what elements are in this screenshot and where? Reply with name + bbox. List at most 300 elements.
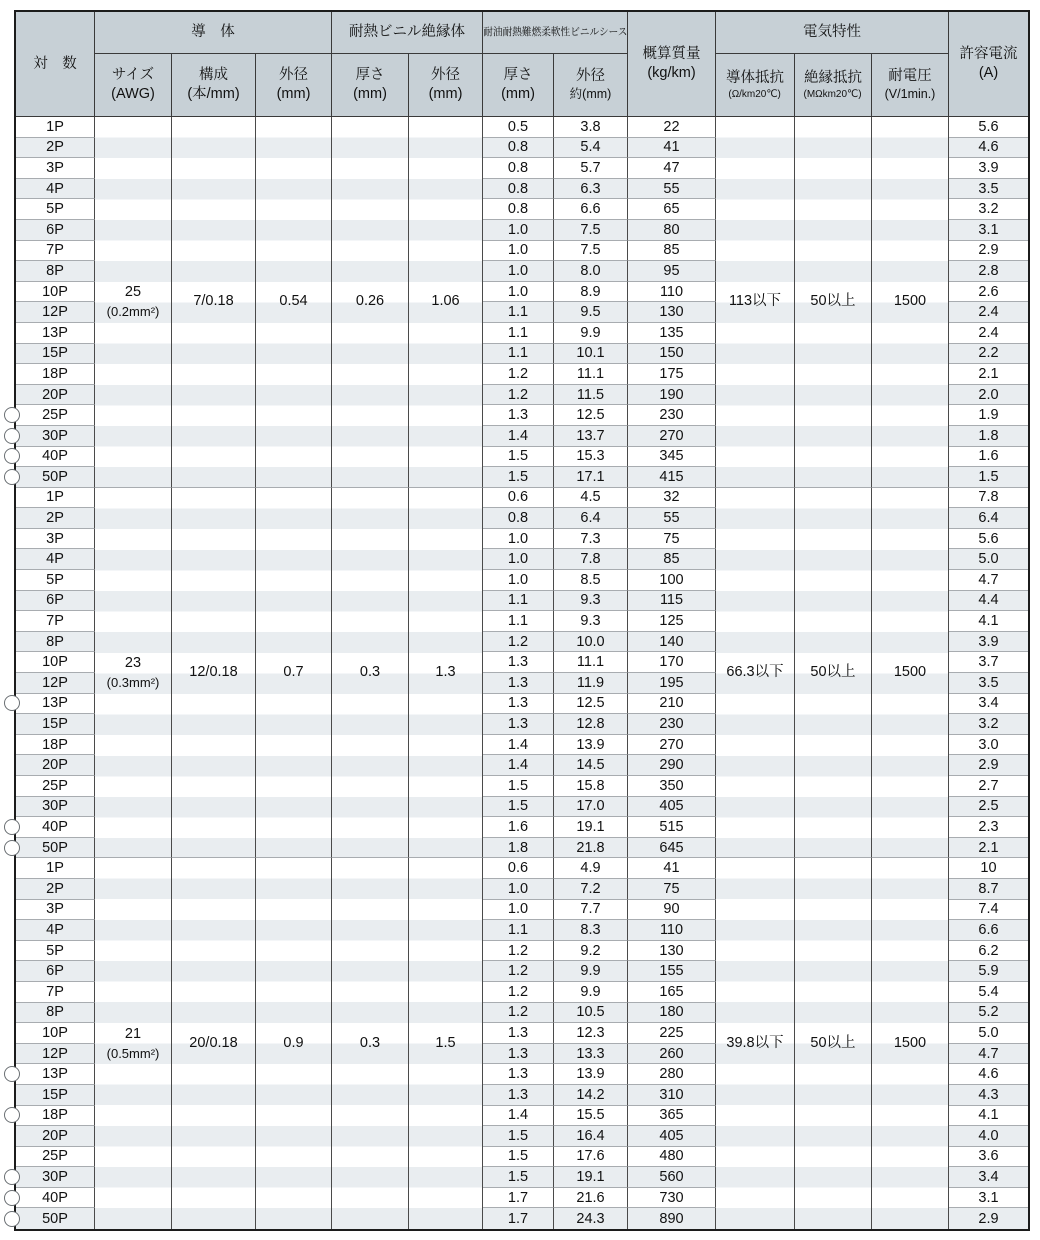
sheath-thickness-cell [483, 570, 554, 591]
cell-text: 365 [659, 1107, 684, 1124]
conductor-resistance-cell [716, 488, 795, 859]
weight-cell [628, 302, 716, 323]
cell-text: 13P [42, 695, 68, 712]
cell-text: 4.9 [580, 860, 601, 877]
cell-text: 1.0 [507, 901, 529, 918]
sheath-thickness-cell [483, 447, 554, 468]
current-cell [949, 199, 1028, 220]
pair-count-cell [16, 838, 95, 859]
sheath-thickness-cell [483, 673, 554, 694]
cell-text: 1.4 [507, 757, 529, 774]
pair-count-cell [16, 447, 95, 468]
cell-text: 13.3 [576, 1045, 605, 1062]
conductor-size-cell [95, 488, 172, 859]
current-cell [949, 323, 1028, 344]
cell-text: 1500 [893, 1034, 927, 1051]
cell-text: 7.4 [978, 901, 999, 918]
sheath-thickness-cell [483, 1188, 554, 1209]
current-cell [949, 755, 1028, 776]
cell-text: 8.3 [580, 921, 601, 938]
cell-text: 260 [659, 1045, 684, 1062]
cell-text: 1500 [893, 293, 927, 310]
cell-text: 23 [124, 654, 142, 671]
sheath-thickness-cell [483, 282, 554, 303]
cell-text: 21 [124, 1026, 142, 1043]
cell-text: 95 [663, 262, 680, 279]
sheath-od-cell [554, 1023, 628, 1044]
cell-text: 170 [659, 654, 684, 671]
cell-text: 6P [46, 221, 64, 238]
pair-count-cell [16, 570, 95, 591]
cell-text: 1.4 [507, 736, 529, 753]
current-cell [949, 282, 1028, 303]
cell-text: 6.4 [580, 510, 601, 527]
current-cell [949, 1106, 1028, 1127]
sheath-od-cell [554, 1208, 628, 1229]
sheath-thickness-cell [483, 261, 554, 282]
col-header-withstand-voltage [872, 54, 949, 117]
weight-cell [628, 900, 716, 921]
cell-text: 41 [663, 860, 680, 877]
sheath-od-cell [554, 1106, 628, 1127]
cell-text: 1.2 [507, 983, 529, 1000]
cell-text: 405 [659, 798, 684, 815]
sheath-od-cell [554, 900, 628, 921]
cell-text: 1.7 [507, 1210, 529, 1227]
cell-text: 4P [46, 180, 64, 197]
current-cell [949, 920, 1028, 941]
cell-text: 3P [46, 901, 64, 918]
pair-count-cell [16, 941, 95, 962]
cell-text: 350 [659, 777, 684, 794]
cell-text: 13P [42, 324, 68, 341]
conductor-construction-cell [172, 858, 256, 1229]
current-cell [949, 838, 1028, 859]
conductor-od-cell [256, 117, 332, 488]
cell-text: 130 [659, 304, 684, 321]
cell-text: 5P [46, 942, 64, 959]
weight-cell [628, 261, 716, 282]
current-cell [949, 961, 1028, 982]
cell-text: 1P [46, 118, 64, 135]
current-cell [949, 817, 1028, 838]
current-cell [949, 549, 1028, 570]
cell-text: 6.4 [978, 510, 999, 527]
cell-text: 515 [659, 818, 684, 835]
current-cell [949, 426, 1028, 447]
cell-text: 4.0 [978, 1127, 999, 1144]
cell-text: 1.5 [507, 448, 529, 465]
header-label: 厚さ [355, 67, 385, 84]
current-cell [949, 1188, 1028, 1209]
cell-text: 1.3 [507, 716, 529, 733]
weight-cell [628, 385, 716, 406]
cell-text: 4.7 [978, 1045, 999, 1062]
current-cell [949, 714, 1028, 735]
sheath-thickness-cell [483, 817, 554, 838]
circle-mark [4, 1169, 20, 1185]
cell-text: 2.4 [978, 304, 999, 321]
sheath-od-cell [554, 920, 628, 941]
cell-text: 10.1 [576, 345, 605, 362]
current-cell [949, 364, 1028, 385]
weight-cell [628, 323, 716, 344]
pair-count-cell [16, 261, 95, 282]
sheath-thickness-cell [483, 1126, 554, 1147]
sheath-thickness-cell [483, 776, 554, 797]
pair-count-cell [16, 673, 95, 694]
insulation-od-cell [409, 858, 483, 1229]
header-unit: (AWG) [111, 86, 155, 102]
cell-text: 0.6 [507, 489, 529, 506]
cell-text: 5.7 [580, 159, 601, 176]
cell-text: 20P [42, 1127, 68, 1144]
current-cell [949, 570, 1028, 591]
pair-count-cell [16, 179, 95, 200]
cell-text: 7P [46, 242, 64, 259]
cell-text: 39.8以下 [726, 1034, 784, 1051]
cell-text: 5.0 [978, 1024, 999, 1041]
sheath-od-cell [554, 549, 628, 570]
sheath-od-cell [554, 179, 628, 200]
cell-text: 1.1 [507, 345, 529, 362]
cell-text: 560 [659, 1169, 684, 1186]
current-cell [949, 982, 1028, 1003]
cell-text: 2P [46, 139, 64, 156]
sheath-od-cell [554, 344, 628, 365]
cell-text: 9.3 [580, 592, 601, 609]
current-cell [949, 735, 1028, 756]
cell-text: 270 [659, 427, 684, 444]
current-cell [949, 1147, 1028, 1168]
weight-cell [628, 591, 716, 612]
cell-text: 8P [46, 633, 64, 650]
cell-text: 155 [659, 963, 684, 980]
weight-cell [628, 488, 716, 509]
conductor-od-cell [256, 488, 332, 859]
weight-cell [628, 838, 716, 859]
cell-text: 2.7 [978, 777, 999, 794]
cell-text: 5P [46, 571, 64, 588]
current-cell [949, 220, 1028, 241]
cell-text: 17.1 [576, 468, 605, 485]
sheath-thickness-cell [483, 344, 554, 365]
sheath-od-cell [554, 302, 628, 323]
cell-text: 110 [659, 921, 684, 938]
cell-text: 8P [46, 1004, 64, 1021]
header-unit: (kg/km) [647, 65, 696, 81]
col-header-size [95, 54, 172, 117]
sheath-od-cell [554, 529, 628, 550]
cell-text: 1.3 [507, 1024, 529, 1041]
cell-text: 17.0 [576, 798, 605, 815]
weight-cell [628, 920, 716, 941]
cell-text: 1.3 [507, 1066, 529, 1083]
cell-text: 12.5 [576, 407, 605, 424]
cell-text: 5P [46, 201, 64, 218]
cell-text: 12.3 [576, 1024, 605, 1041]
header-label: 導 体 [191, 24, 235, 41]
cell-text: 150 [659, 345, 684, 362]
pair-count-cell [16, 385, 95, 406]
sheath-od-cell [554, 385, 628, 406]
sheath-od-cell [554, 1167, 628, 1188]
cell-text: 8P [46, 262, 64, 279]
sheath-thickness-cell [483, 1064, 554, 1085]
sheath-od-cell [554, 961, 628, 982]
cell-text: 12P [42, 674, 68, 691]
cell-text: 1.0 [507, 283, 529, 300]
circle-mark [4, 1107, 20, 1123]
cell-text: 2.3 [978, 818, 999, 835]
cell-text: 30P [42, 1169, 68, 1186]
cell-text: 1.1 [507, 921, 529, 938]
weight-cell [628, 508, 716, 529]
sheath-thickness-cell [483, 405, 554, 426]
withstand-voltage-cell [872, 117, 949, 488]
current-cell [949, 1003, 1028, 1024]
pair-count-cell [16, 1147, 95, 1168]
pair-count-cell [16, 405, 95, 426]
cell-text: 4.1 [978, 1107, 999, 1124]
cell-text: 10P [42, 283, 68, 300]
cell-text: 10P [42, 654, 68, 671]
sheath-thickness-cell [483, 1106, 554, 1127]
weight-cell [628, 1044, 716, 1065]
sheath-thickness-cell [483, 900, 554, 921]
cell-text: 180 [659, 1004, 684, 1021]
cell-text: 0.8 [507, 159, 529, 176]
conductor-od-cell [256, 858, 332, 1229]
sheath-thickness-cell [483, 652, 554, 673]
header-label: 外径 [431, 67, 460, 84]
cell-text: 190 [659, 386, 684, 403]
weight-cell [628, 199, 716, 220]
cell-text: (0.5mm²) [106, 1045, 160, 1061]
sheath-thickness-cell [483, 302, 554, 323]
cell-text: 4.6 [978, 139, 999, 156]
col-header-insulation-od [409, 54, 483, 117]
sheath-od-cell [554, 817, 628, 838]
cell-text: 4.1 [978, 613, 999, 630]
cell-text: 1.5 [507, 1148, 529, 1165]
sheath-od-cell [554, 1085, 628, 1106]
group-header-sheath [483, 12, 628, 54]
circle-mark [4, 1066, 20, 1082]
header-unit: (A) [978, 65, 999, 81]
current-cell [949, 179, 1028, 200]
cell-text: 30P [42, 427, 68, 444]
cell-text: 3.5 [978, 180, 999, 197]
cell-text: 18P [42, 736, 68, 753]
weight-cell [628, 344, 716, 365]
pair-count-cell [16, 241, 95, 262]
cell-text: 40P [42, 448, 68, 465]
sheath-thickness-cell [483, 797, 554, 818]
cell-text: 50P [42, 839, 68, 856]
cell-text: 10P [42, 1024, 68, 1041]
cell-text: 15P [42, 1086, 68, 1103]
cell-text: 1.1 [507, 592, 529, 609]
cell-text: 25P [42, 407, 68, 424]
cell-text: 6P [46, 963, 64, 980]
cell-text: 2.1 [978, 365, 999, 382]
weight-cell [628, 1003, 716, 1024]
pair-count-cell [16, 632, 95, 653]
cell-text: 11.1 [576, 365, 605, 382]
pair-count-cell [16, 817, 95, 838]
pair-count-cell [16, 1003, 95, 1024]
current-cell [949, 941, 1028, 962]
pair-count-cell [16, 920, 95, 941]
insulation-od-cell [409, 117, 483, 488]
cell-text: (0.2mm²) [106, 303, 160, 319]
cell-text: 5.4 [978, 983, 999, 1000]
cell-text: 140 [659, 633, 684, 650]
cell-text: 6P [46, 592, 64, 609]
cell-text: 135 [659, 324, 684, 341]
cell-text: 6.6 [580, 201, 601, 218]
cell-text: 4.4 [978, 592, 999, 609]
current-cell [949, 529, 1028, 550]
circle-mark [4, 1190, 20, 1206]
circle-mark [4, 819, 20, 835]
cell-text: 2.9 [978, 1210, 999, 1227]
sheath-thickness-cell [483, 467, 554, 488]
weight-cell [628, 447, 716, 468]
weight-cell [628, 117, 716, 138]
sheath-thickness-cell [483, 323, 554, 344]
sheath-od-cell [554, 199, 628, 220]
pair-count-cell [16, 735, 95, 756]
circle-mark [4, 840, 20, 856]
col-header-sheath-od [554, 54, 628, 117]
cell-text: 100 [659, 571, 684, 588]
pair-count-cell [16, 117, 95, 138]
header-label: 外径 [279, 67, 308, 84]
cell-text: 21.8 [576, 839, 605, 856]
cell-text: 1.3 [507, 674, 529, 691]
cell-text: 0.8 [507, 139, 529, 156]
cell-text: 1.2 [507, 942, 529, 959]
cell-text: 13P [42, 1066, 68, 1083]
pair-count-cell [16, 1044, 95, 1065]
cell-text: 13.7 [576, 427, 605, 444]
pair-count-cell [16, 1023, 95, 1044]
cell-text: 1.3 [507, 407, 529, 424]
sheath-od-cell [554, 447, 628, 468]
cell-text: 5.2 [978, 1004, 999, 1021]
current-cell [949, 344, 1028, 365]
sheath-thickness-cell [483, 735, 554, 756]
cell-text: 0.9 [283, 1034, 304, 1051]
sheath-od-cell [554, 591, 628, 612]
sheath-thickness-cell [483, 138, 554, 159]
cell-text: 16.4 [576, 1127, 605, 1144]
current-cell [949, 385, 1028, 406]
cell-text: 20/0.18 [189, 1034, 238, 1051]
cell-text: 1.0 [507, 551, 529, 568]
cell-text: 9.9 [580, 963, 601, 980]
weight-cell [628, 776, 716, 797]
cell-text: 7.8 [580, 551, 601, 568]
cell-text: 415 [659, 468, 684, 485]
cell-text: 9.9 [580, 983, 601, 1000]
cell-text: 65 [663, 201, 680, 218]
cell-text: 4P [46, 551, 64, 568]
current-cell [949, 900, 1028, 921]
sheath-thickness-cell [483, 714, 554, 735]
sheath-thickness-cell [483, 488, 554, 509]
sheath-thickness-cell [483, 694, 554, 715]
sheath-od-cell [554, 1064, 628, 1085]
sheath-od-cell [554, 426, 628, 447]
pair-count-cell [16, 1106, 95, 1127]
cell-text: 1.2 [507, 1004, 529, 1021]
insulation-thickness-cell [332, 117, 409, 488]
cell-text: 15P [42, 345, 68, 362]
cell-text: 2P [46, 510, 64, 527]
cell-text: 18P [42, 365, 68, 382]
current-cell [949, 1023, 1028, 1044]
insulation-resistance-cell [795, 858, 872, 1229]
sheath-thickness-cell [483, 364, 554, 385]
sheath-od-cell [554, 1003, 628, 1024]
cell-text: 230 [659, 716, 684, 733]
sheath-thickness-cell [483, 755, 554, 776]
current-cell [949, 467, 1028, 488]
cell-text: 11.9 [576, 674, 605, 691]
pair-count-cell [16, 1085, 95, 1106]
col-header-construction [172, 54, 256, 117]
cell-text: 50以上 [810, 663, 856, 680]
pair-count-cell [16, 549, 95, 570]
cell-text: 75 [663, 530, 680, 547]
cell-text: 3.4 [978, 695, 999, 712]
circle-mark [4, 428, 20, 444]
cell-text: 15.8 [576, 777, 605, 794]
pair-count-cell [16, 982, 95, 1003]
cell-text: 480 [659, 1148, 684, 1165]
cell-text: 1P [46, 860, 64, 877]
cell-text: 115 [659, 592, 684, 609]
cell-text: 1.3 [435, 663, 456, 680]
pair-count-cell [16, 467, 95, 488]
cell-text: 9.3 [580, 613, 601, 630]
current-cell [949, 591, 1028, 612]
cell-text: 25P [42, 777, 68, 794]
cell-text: 1.5 [507, 1127, 529, 1144]
sheath-thickness-cell [483, 920, 554, 941]
cell-text: 1.2 [507, 365, 529, 382]
sheath-od-cell [554, 138, 628, 159]
weight-cell [628, 941, 716, 962]
cell-text: 1.0 [507, 530, 529, 547]
sheath-thickness-cell [483, 1003, 554, 1024]
pair-count-cell [16, 1064, 95, 1085]
cell-text: 2.9 [978, 757, 999, 774]
weight-cell [628, 138, 716, 159]
header-label: サイズ [111, 67, 155, 84]
weight-cell [628, 467, 716, 488]
sheath-thickness-cell [483, 1044, 554, 1065]
cell-text: 3.2 [978, 716, 999, 733]
sheath-od-cell [554, 755, 628, 776]
sheath-od-cell [554, 879, 628, 900]
sheath-od-cell [554, 1188, 628, 1209]
cell-text: 18P [42, 1107, 68, 1124]
cell-text: 7.7 [580, 901, 601, 918]
